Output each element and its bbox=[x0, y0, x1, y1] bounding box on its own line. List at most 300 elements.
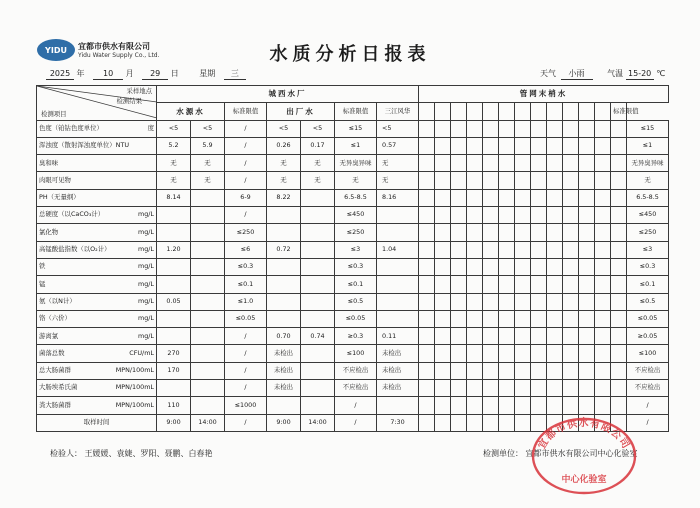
network-empty-cell bbox=[563, 172, 579, 189]
network-empty-cell bbox=[483, 345, 499, 362]
network-empty-cell bbox=[547, 362, 563, 379]
source-limit: ≤0.3 bbox=[225, 258, 267, 275]
network-empty-cell bbox=[595, 362, 611, 379]
network-empty-cell bbox=[467, 414, 483, 431]
network-limit: ≤0.05 bbox=[627, 310, 669, 327]
item-label: 氨（以N计） bbox=[39, 296, 76, 305]
network-empty-cell bbox=[467, 380, 483, 397]
network-empty-cell bbox=[531, 172, 547, 189]
source-value-2 bbox=[191, 362, 225, 379]
network-empty-cell bbox=[483, 241, 499, 258]
network-empty-cell bbox=[531, 155, 547, 172]
weekday-label: 星期 bbox=[199, 69, 216, 78]
network-empty-cell bbox=[499, 276, 515, 293]
source-limit: ≤6 bbox=[225, 241, 267, 258]
logo-mark-text: YIDU bbox=[45, 46, 67, 55]
network-empty-cell bbox=[499, 397, 515, 414]
network-empty-cell bbox=[451, 207, 467, 224]
network-empty-cell bbox=[435, 155, 451, 172]
network-empty-cell bbox=[515, 155, 531, 172]
outlet-limit: 无 bbox=[335, 172, 377, 189]
network-limit: 6.5-8.5 bbox=[627, 189, 669, 206]
network-empty-cell bbox=[435, 328, 451, 345]
outlet-value-1: 未检出 bbox=[267, 345, 301, 362]
source-time-2: 14:00 bbox=[191, 414, 225, 431]
item-name bbox=[37, 345, 157, 362]
outlet-time-1: 9:00 bbox=[267, 414, 301, 431]
plant-header: 城西水厂 bbox=[157, 86, 419, 103]
network-empty-cell bbox=[531, 120, 547, 137]
item-label: 锰 bbox=[39, 279, 46, 288]
item-unit: mg/L bbox=[138, 245, 154, 254]
network-empty-cell bbox=[451, 276, 467, 293]
item-unit: mg/L bbox=[138, 279, 154, 288]
network-empty-cell bbox=[579, 345, 595, 362]
outlet-value-1: 0.70 bbox=[267, 328, 301, 345]
network-limit: ≤0.1 bbox=[627, 276, 669, 293]
item-name bbox=[37, 397, 157, 414]
table-row bbox=[37, 241, 669, 258]
network-empty-cell bbox=[611, 258, 627, 275]
network-empty-cell bbox=[451, 120, 467, 137]
source-value-2 bbox=[191, 397, 225, 414]
table-row bbox=[37, 137, 669, 154]
network-empty-cell bbox=[515, 293, 531, 310]
network-empty-cell bbox=[451, 362, 467, 379]
network-empty-cell bbox=[531, 276, 547, 293]
network-limit: ≤1 bbox=[627, 137, 669, 154]
source-value-2 bbox=[191, 328, 225, 345]
network-empty-cell bbox=[579, 414, 595, 431]
test-result-label: 检测结果 bbox=[116, 97, 142, 105]
source-limit: ≤0.1 bbox=[225, 276, 267, 293]
outlet-value-1 bbox=[267, 310, 301, 327]
network-empty-cell bbox=[451, 328, 467, 345]
date-day-unit: 日 bbox=[170, 69, 179, 78]
network-empty-cell bbox=[451, 137, 467, 154]
network-empty-cell bbox=[611, 155, 627, 172]
network-empty-cell bbox=[499, 258, 515, 275]
network-empty-cell bbox=[595, 207, 611, 224]
network-limit-header: 标准限值 bbox=[611, 103, 627, 120]
source-value-2: 无 bbox=[191, 172, 225, 189]
temperature-label: 气温 bbox=[607, 69, 624, 78]
network-empty-cell bbox=[547, 224, 563, 241]
sampling-site-label: 采样地点 bbox=[126, 87, 152, 95]
item-name bbox=[37, 328, 157, 345]
outlet-limit: 不应检出 bbox=[335, 380, 377, 397]
network-empty-cell bbox=[595, 276, 611, 293]
outlet-limit: / bbox=[335, 397, 377, 414]
weather-label: 天气 bbox=[540, 69, 556, 78]
network-empty-cell bbox=[499, 207, 515, 224]
outlet-limit: ≤0.5 bbox=[335, 293, 377, 310]
network-empty-cell bbox=[467, 293, 483, 310]
network-empty-cell bbox=[611, 293, 627, 310]
network-time-1: 7:30 bbox=[377, 414, 419, 431]
source-limit: / bbox=[225, 362, 267, 379]
network-empty-cell bbox=[579, 293, 595, 310]
network-empty-cell bbox=[563, 345, 579, 362]
network-empty-cell bbox=[435, 172, 451, 189]
network-empty-cell bbox=[435, 345, 451, 362]
weather-value: 小雨 bbox=[561, 69, 593, 80]
table-row bbox=[37, 120, 669, 137]
network-empty-cell bbox=[499, 189, 515, 206]
network-empty-cell bbox=[611, 397, 627, 414]
date-month: 10 bbox=[93, 69, 123, 80]
network-empty-cell bbox=[531, 345, 547, 362]
network-limit: 无 bbox=[627, 172, 669, 189]
network-empty-cell bbox=[435, 189, 451, 206]
temperature-value: 15-20 bbox=[626, 69, 654, 80]
network-empty-cell bbox=[419, 189, 435, 206]
network-empty-cell bbox=[547, 293, 563, 310]
network-empty-cell bbox=[435, 310, 451, 327]
network-empty-cell bbox=[467, 397, 483, 414]
source-value-2 bbox=[191, 258, 225, 275]
item-name bbox=[37, 380, 157, 397]
network-value-1: 0.57 bbox=[377, 137, 419, 154]
seal-center-text: 中心化验室 bbox=[561, 475, 607, 485]
network-empty-cell bbox=[563, 380, 579, 397]
table-row bbox=[37, 380, 669, 397]
network-empty-cell bbox=[451, 380, 467, 397]
outlet-value-1: 无 bbox=[267, 172, 301, 189]
source-value-1: 0.05 bbox=[157, 293, 191, 310]
item-unit: mg/L bbox=[138, 314, 154, 323]
network-empty-cell bbox=[611, 189, 627, 206]
outlet-limit: ≥0.3 bbox=[335, 328, 377, 345]
network-limit: ≤100 bbox=[627, 345, 669, 362]
network-value-1: 无 bbox=[377, 172, 419, 189]
network-empty-cell bbox=[515, 380, 531, 397]
source-limit: 6-9 bbox=[225, 189, 267, 206]
inspectors-names: 王媛媛、袁婕、罗阳、聂鹏、白春艳 bbox=[84, 449, 213, 458]
network-empty-cell bbox=[547, 328, 563, 345]
company-name-en: Yidu Water Supply Co., Ltd. bbox=[78, 52, 160, 59]
item-label: 总大肠菌群 bbox=[39, 366, 71, 375]
item-unit: MPN/100mL bbox=[115, 400, 154, 409]
network-empty-cell bbox=[467, 276, 483, 293]
network-empty-cell bbox=[515, 258, 531, 275]
network-limit: ≤15 bbox=[627, 120, 669, 137]
table-row bbox=[37, 345, 669, 362]
outlet-limit: ≤450 bbox=[335, 207, 377, 224]
network-empty-cell bbox=[419, 224, 435, 241]
outlet-limit: ≤100 bbox=[335, 345, 377, 362]
seal-ring-text: 宜都市供水有限公司 bbox=[536, 418, 632, 452]
outlet-value-1 bbox=[267, 207, 301, 224]
network-empty-cell bbox=[531, 207, 547, 224]
item-name bbox=[37, 120, 157, 137]
table-row bbox=[37, 155, 669, 172]
outlet-value-1 bbox=[267, 276, 301, 293]
network-empty-cell bbox=[483, 258, 499, 275]
outlet-value-2 bbox=[301, 189, 335, 206]
network-empty-cell bbox=[483, 120, 499, 137]
network-empty-cell bbox=[499, 293, 515, 310]
network-empty-cell bbox=[515, 172, 531, 189]
network-limit: ≤250 bbox=[627, 224, 669, 241]
inspectors-label: 检验人： bbox=[50, 449, 82, 458]
network-empty-cell bbox=[595, 310, 611, 327]
network-empty-cell bbox=[595, 189, 611, 206]
network-empty-cell bbox=[483, 137, 499, 154]
network-empty-cell bbox=[595, 397, 611, 414]
network-empty-cell bbox=[451, 241, 467, 258]
network-empty-cell bbox=[531, 224, 547, 241]
item-label: 肉眼可见物 bbox=[39, 175, 71, 184]
source-value-1 bbox=[157, 224, 191, 241]
network-empty-cell bbox=[531, 241, 547, 258]
network-empty-cell bbox=[451, 414, 467, 431]
network-empty-cell bbox=[515, 345, 531, 362]
network-limit: 不应检出 bbox=[627, 362, 669, 379]
item-label: 色度（铂钴色度单位） bbox=[39, 123, 103, 132]
network-empty-cell bbox=[515, 120, 531, 137]
outlet-value-2: 0.17 bbox=[301, 137, 335, 154]
network-empty-cell bbox=[579, 137, 595, 154]
source-value-1 bbox=[157, 207, 191, 224]
item-label: 氯化物 bbox=[39, 227, 59, 236]
table-row bbox=[37, 276, 669, 293]
outlet-limit: ≤250 bbox=[335, 224, 377, 241]
outlet-value-2 bbox=[301, 362, 335, 379]
network-empty-cell bbox=[595, 137, 611, 154]
item-label: 大肠埃希氏菌 bbox=[39, 383, 78, 392]
network-value-1: 未检出 bbox=[377, 345, 419, 362]
network-empty-cell bbox=[483, 380, 499, 397]
network-empty-cell bbox=[435, 258, 451, 275]
network-empty-cell bbox=[419, 328, 435, 345]
item-unit: mg/L bbox=[138, 227, 154, 236]
source-limit: ≤1.0 bbox=[225, 293, 267, 310]
network-empty-cell bbox=[483, 276, 499, 293]
network-empty-cell bbox=[563, 397, 579, 414]
outlet-value-1 bbox=[267, 397, 301, 414]
network-empty-cell bbox=[579, 380, 595, 397]
network-value-1: 0.11 bbox=[377, 328, 419, 345]
temperature-unit: ℃ bbox=[656, 69, 666, 78]
table-row bbox=[37, 310, 669, 327]
network-empty-cell bbox=[531, 293, 547, 310]
network-limit: 不应检出 bbox=[627, 380, 669, 397]
weekday-value: 三 bbox=[224, 69, 246, 80]
table-row bbox=[37, 328, 669, 345]
network-empty-cell bbox=[467, 172, 483, 189]
source-value-2 bbox=[191, 224, 225, 241]
source-value-1: 270 bbox=[157, 345, 191, 362]
network-empty-cell bbox=[419, 207, 435, 224]
network-empty-cell bbox=[419, 362, 435, 379]
outlet-value-2: 无 bbox=[301, 155, 335, 172]
lab-unit-name: 宜都市供水有限公司中心化验室 bbox=[525, 449, 638, 458]
network-empty-cell bbox=[499, 155, 515, 172]
network-empty-cell bbox=[515, 310, 531, 327]
network-empty-cell bbox=[579, 189, 595, 206]
network-empty-cell bbox=[547, 155, 563, 172]
network-header: 管网末梢水 bbox=[419, 86, 669, 103]
network-empty-cell bbox=[563, 414, 579, 431]
network-empty-cell bbox=[435, 293, 451, 310]
network-empty-cell bbox=[579, 397, 595, 414]
network-value-1 bbox=[377, 293, 419, 310]
network-empty-cell bbox=[467, 241, 483, 258]
item-name bbox=[37, 362, 157, 379]
source-limit: / bbox=[225, 137, 267, 154]
source-value-1: 无 bbox=[157, 155, 191, 172]
network-empty-cell bbox=[483, 293, 499, 310]
network-value-1: 无 bbox=[377, 155, 419, 172]
network-empty-cell bbox=[435, 241, 451, 258]
network-empty-cell bbox=[483, 414, 499, 431]
header-diagonal-cell bbox=[37, 86, 157, 121]
network-empty-cell bbox=[483, 155, 499, 172]
source-value-1 bbox=[157, 310, 191, 327]
outlet-value-1: 0.72 bbox=[267, 241, 301, 258]
lab-unit-line bbox=[483, 448, 638, 459]
network-empty-cell bbox=[483, 328, 499, 345]
network-empty-cell bbox=[611, 414, 627, 431]
network-limit: ≤0.5 bbox=[627, 293, 669, 310]
network-empty-cell bbox=[595, 380, 611, 397]
network-empty-cell bbox=[547, 276, 563, 293]
source-value-1: 5.2 bbox=[157, 137, 191, 154]
item-unit: CFU/mL bbox=[129, 348, 154, 357]
network-empty-cell bbox=[419, 380, 435, 397]
source-limit: / bbox=[225, 207, 267, 224]
network-empty-cell bbox=[595, 258, 611, 275]
outlet-value-2 bbox=[301, 310, 335, 327]
network-empty-cell bbox=[595, 172, 611, 189]
network-value-1 bbox=[377, 310, 419, 327]
network-empty-cell bbox=[595, 241, 611, 258]
network-value-1: 未检出 bbox=[377, 362, 419, 379]
outlet-value-2: 0.74 bbox=[301, 328, 335, 345]
inspectors-line bbox=[50, 448, 213, 459]
network-empty-cell bbox=[467, 155, 483, 172]
network-empty-cell bbox=[611, 362, 627, 379]
item-label: 菌落总数 bbox=[39, 348, 65, 357]
outlet-value-2 bbox=[301, 241, 335, 258]
item-label: 铬（六价） bbox=[39, 314, 71, 323]
source-value-2 bbox=[191, 380, 225, 397]
network-empty-cell bbox=[499, 241, 515, 258]
network-empty-cell bbox=[563, 362, 579, 379]
item-unit: mg/L bbox=[138, 210, 154, 219]
source-limit: / bbox=[225, 345, 267, 362]
network-empty-cell bbox=[563, 224, 579, 241]
network-empty-cell bbox=[419, 137, 435, 154]
outlet-limit: ≤0.05 bbox=[335, 310, 377, 327]
table-row bbox=[37, 258, 669, 275]
network-empty-cell bbox=[611, 310, 627, 327]
network-empty-cell bbox=[499, 414, 515, 431]
outlet-limit: ≤15 bbox=[335, 120, 377, 137]
network-empty-cell bbox=[419, 310, 435, 327]
network-empty-cell bbox=[611, 241, 627, 258]
network-empty-cell bbox=[611, 137, 627, 154]
network-value-1 bbox=[377, 224, 419, 241]
network-empty-cell bbox=[467, 207, 483, 224]
network-empty-cell bbox=[515, 224, 531, 241]
item-name bbox=[37, 155, 157, 172]
network-empty-cell bbox=[611, 207, 627, 224]
date-year: 2025 bbox=[46, 69, 74, 80]
network-empty-cell bbox=[515, 414, 531, 431]
outlet-value-2 bbox=[301, 293, 335, 310]
network-empty-cell bbox=[547, 137, 563, 154]
network-empty-cell bbox=[579, 258, 595, 275]
network-empty-cell bbox=[499, 328, 515, 345]
network-value-1 bbox=[377, 207, 419, 224]
item-unit: MPN/100mL bbox=[115, 366, 154, 375]
network-empty-cell bbox=[435, 276, 451, 293]
network-empty-cell bbox=[419, 397, 435, 414]
network-empty-cell bbox=[419, 172, 435, 189]
network-empty-cell bbox=[435, 414, 451, 431]
network-empty-cell bbox=[595, 328, 611, 345]
network-site1-header: 三江风华 bbox=[377, 103, 419, 120]
network-empty-cell bbox=[451, 310, 467, 327]
network-empty-cell bbox=[579, 241, 595, 258]
item-label: 总硬度（以CaCO₃计） bbox=[39, 210, 105, 219]
network-empty-cell bbox=[467, 224, 483, 241]
item-name bbox=[37, 293, 157, 310]
network-empty-cell bbox=[467, 137, 483, 154]
source-limit: / bbox=[225, 380, 267, 397]
outlet-limit: 无异臭异味 bbox=[335, 155, 377, 172]
table-row bbox=[37, 207, 669, 224]
network-empty-cell bbox=[451, 224, 467, 241]
network-empty-cell bbox=[531, 414, 547, 431]
network-empty-cell bbox=[579, 276, 595, 293]
item-unit: MPN/100mL bbox=[115, 383, 154, 392]
table-row bbox=[37, 293, 669, 310]
network-empty-cell bbox=[451, 155, 467, 172]
outlet-value-2 bbox=[301, 397, 335, 414]
source-value-2: 无 bbox=[191, 155, 225, 172]
network-empty-cell bbox=[531, 328, 547, 345]
outlet-value-2 bbox=[301, 276, 335, 293]
weather-info bbox=[540, 68, 665, 80]
outlet-value-1: <5 bbox=[267, 120, 301, 137]
item-name bbox=[37, 189, 157, 206]
network-empty-cell bbox=[467, 258, 483, 275]
date-year-unit: 年 bbox=[76, 69, 85, 78]
network-empty-cell bbox=[531, 258, 547, 275]
source-limit: ≤1000 bbox=[225, 397, 267, 414]
network-empty-cell bbox=[435, 224, 451, 241]
date-month-unit: 月 bbox=[125, 69, 134, 78]
network-value-1: 未检出 bbox=[377, 380, 419, 397]
network-limit: ≤0.3 bbox=[627, 258, 669, 275]
source-value-1: 170 bbox=[157, 362, 191, 379]
item-unit: mg/L bbox=[138, 331, 154, 340]
network-empty-cell bbox=[419, 258, 435, 275]
item-unit: mg/L bbox=[138, 296, 154, 305]
source-limit-header: 标准限值 bbox=[225, 103, 267, 120]
network-empty-cell bbox=[515, 207, 531, 224]
item-label: 浑浊度（散射浑浊度单位）NTU bbox=[39, 141, 130, 150]
network-empty-cell bbox=[419, 241, 435, 258]
network-empty-cell bbox=[547, 397, 563, 414]
source-limit: ≤250 bbox=[225, 224, 267, 241]
network-empty-cell bbox=[611, 172, 627, 189]
outlet-value-2 bbox=[301, 224, 335, 241]
network-empty-cell bbox=[435, 137, 451, 154]
